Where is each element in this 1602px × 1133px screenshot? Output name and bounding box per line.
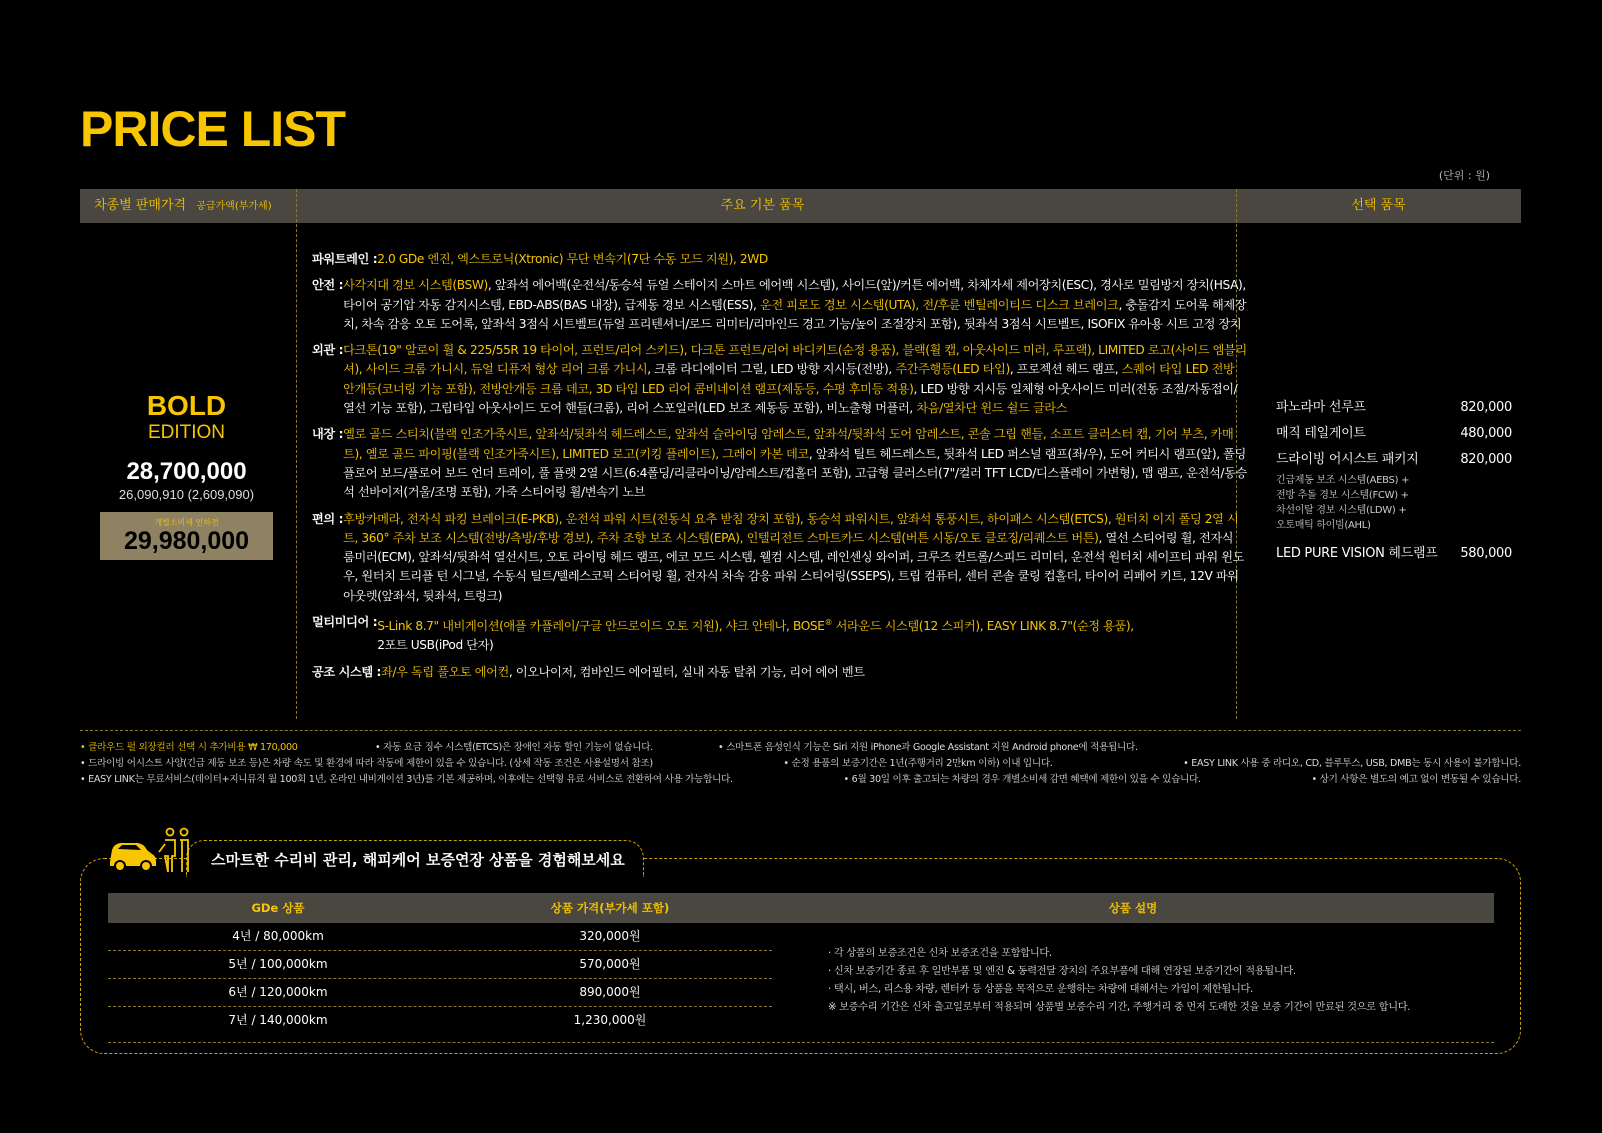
registered-mark: ® [824, 618, 833, 628]
feature-exterior [312, 341, 1247, 418]
option-price: 820,000 [1460, 452, 1512, 467]
feature-text: 운전 피로도 경보 시스템(UTA), 전/후륜 벤틸레이티드 디스크 브레이크 [759, 297, 1119, 312]
warranty-header-product: GDe 상품 [251, 901, 305, 915]
warranty-price: 320,000원 [579, 929, 641, 943]
feature-text: 차음/열차단 윈드 쉴드 글라스 [916, 401, 1067, 416]
feature-convenience [312, 510, 1247, 606]
warranty-title: 스마트한 수리비 관리, 해피케어 보증연장 상품을 경험해보세요 [211, 851, 625, 869]
feature-text: 서라운드 시스템(12 스피커), EASY LINK 8.7"(순정 용품), [832, 619, 1134, 634]
footnote: • EASY LINK 사용 중 라디오, CD, 블루투스, USB, DMB는 동시 사용이 불가합니다. [1183, 758, 1521, 769]
footnote: • EASY LINK는 무료서비스(데이터+지니뮤직 월 100회 1년, 온라인 내비게이션 3년)를 기본 제공하며, 이후에는 선택형 유료 서비스로 전환하여 사용 가능합니다. [80, 774, 733, 785]
feature-text: , 열선 스티어링 휠, 전자식 룸미러(ECM), 앞좌석/뒷좌석 열선시트, 오토 라이팅 헤드 램프, 에코 모드 시스템, 웰컴 시스템, 레인센싱 와이퍼, 크루즈 컨트롤/스피드 리미터, 운전석 원터치 세이프티 파워 윈도우, 원터치 트리플 턴 시그널, 수동식 틸트/텔레스코픽 스티어링 휠, 전자식 차속 감응 파워 스티어링(SSEPS), 트립 컴퓨터, 센터 콘솔 쿨링 컵홀더, 타이어 리페어 키트, 12V 파워 아웃렛(앞좌석, 뒷좌석, 트렁크) [343, 530, 1244, 603]
warranty-row [108, 979, 772, 1007]
feature-label: 안전 : [312, 278, 344, 293]
header-col-options: 선택 품목 [1351, 198, 1406, 213]
warranty-bottom-divider [108, 1042, 1494, 1043]
option-package-details [1276, 473, 1512, 533]
warranty-term: 7년 / 140,000km [228, 1013, 328, 1027]
feature-text: 좌/우 독립 풀오토 에어컨 [381, 664, 509, 679]
feature-text: 옐로 골드 스티치(블랙 인조가죽시트, 앞좌석/뒷좌석 헤드레스트, 앞좌석 슬라이딩 암레스트, 앞좌석/뒷좌석 도어 암레스트, 콘솔 그립 핸들, 소프트 클러스터 캡, 기어 부츠, 카매트), 옐로 골드 파이핑(블랙 인조가죽시트), LIMITED 로고(키킹 플레이트), 그레이 카본 데코 [343, 427, 1234, 461]
feature-text: 주간주행등(LED 타입) [895, 362, 1010, 377]
option-list [1276, 395, 1512, 567]
feature-text: 다크톤(19" 알로이 휠 & 225/55R 19 타이어, 프런트/리어 스키드), 다크톤 프런트/리어 바디키트(순정 용품), 블랙(휠 캡, 아웃사이드 미러, 루프랙), LIMITED 로고(사이드 엠블리셔), 사이드 크롬 가니시, 듀얼 디퓨저 형상 리어 크롬 가니시 [343, 343, 1247, 377]
warranty-term: 4년 / 80,000km [232, 929, 324, 943]
feature-label: 공조 시스템 : [312, 664, 382, 679]
warranty-row [108, 923, 772, 951]
page-title: PRICE LIST [80, 101, 346, 157]
option-item [1276, 421, 1512, 447]
footnote: • 스마트폰 음성인식 기능은 Siri 지원 iPhone과 Google Assistant 지원 Android phone에 적용됩니다. [718, 742, 1138, 753]
feature-text: S-Link 8.7" 내비게이션(애플 카플레이/구글 안드로이드 오토 지원), 샤크 안테나, BOSE [377, 619, 825, 634]
pre-tax-cut-price: 29,980,000 [123, 527, 250, 555]
warranty-price: 1,230,000원 [573, 1013, 647, 1027]
feature-safety [312, 276, 1247, 334]
option-detail: 긴급제동 보조 시스템(AEBS) + [1276, 475, 1410, 486]
feature-text: , 크롬 라디에이터 그릴, LED 방향 지시등(전방), [647, 362, 896, 377]
warranty-term: 6년 / 120,000km [228, 985, 328, 999]
warranty-table-header [108, 893, 1494, 923]
header-col-standard: 주요 기본 품목 [720, 198, 805, 213]
option-item [1276, 541, 1512, 567]
feature-label: 편의 : [312, 511, 344, 526]
warranty-description [828, 945, 1498, 1017]
header-col-price [94, 189, 272, 223]
option-name: 드라이빙 어시스트 패키지 [1276, 452, 1419, 467]
option-name: 파노라마 선루프 [1276, 400, 1366, 415]
feature-text: , 앞좌석 틸트 헤드레스트, 뒷좌석 LED 퍼스널 램프(좌/우), 도어 커티시 램프(앞), 폴딩 플로어 보드/플로어 보드 언더 트레이, 풀 플랫 2열 시트(6:4폴딩/리클라이닝/암레스트/컵홀더 포함), 고급형 클러스터(7"/컬러 TFT LCD/디스플레이 가변형), 맵 램프, 운전석/동승석 선바이저(거울/조명 포함), 가죽 스티어링 휠/변속기 노브 [343, 446, 1247, 500]
feature-aircon [312, 663, 1247, 682]
footnote: • 자동 요금 징수 시스템(ETCS)은 장애인 자동 할인 기능이 없습니다. [375, 742, 653, 753]
feature-powertrain [312, 250, 1247, 269]
feature-text: 사각지대 경보 시스템(BSW) [343, 278, 488, 293]
warranty-desc-line: ※ 보증수리 기간은 신차 출고일로부터 적용되며 상품별 보증수리 기간, 주행거리 중 먼저 도래한 것을 보증 기간이 만료된 것으로 합니다. [828, 1002, 1411, 1013]
warranty-price: 890,000원 [579, 985, 641, 999]
feature-label: 외관 : [312, 343, 344, 358]
unit-label: (단위 : 원) [1438, 169, 1490, 182]
feature-text: 2.0 GDe 엔진, 엑스트로닉(Xtronic) 무단 변속기(7단 수동 모드 지원), 2WD [377, 252, 768, 266]
standard-features [312, 250, 1247, 689]
option-price: 480,000 [1460, 426, 1512, 441]
feature-label: 멀티미디어 : [312, 615, 378, 630]
footnote: • 순정 용품의 보증기간은 1년(주행거리 2만km 이하) 이내 입니다. [783, 758, 1053, 769]
feature-text: , 앞좌석 에어백(운전석/동승석 듀얼 스테이지 스마트 에어백 시스템), 사이드(앞)/커튼 에어백, 차체자세 제어장치(ESC), 경사로 밀림방지 장치(HSA), 타이어 공기압 자동 감지시스템, EBD-ABS(BAS 내장), 급제동 경보 시스템(ESS), [343, 278, 1246, 312]
warranty-header-price: 상품 가격(부가세 포함) [550, 901, 670, 915]
edition-subname: EDITION [147, 422, 226, 443]
option-detail: 전방 추돌 경보 시스템(FCW) + [1276, 490, 1409, 501]
notes-divider [80, 730, 1521, 731]
option-item [1276, 447, 1512, 473]
option-name: LED PURE VISION 헤드램프 [1276, 546, 1438, 561]
footnote: • 6월 30일 이후 출고되는 차량의 경우 개별소비세 감면 혜택에 제한이 있을 수 있습니다. [843, 774, 1201, 785]
option-item [1276, 395, 1512, 421]
feature-text: , 이오나이저, 컴바인드 에어필터, 실내 자동 탈취 기능, 리어 에어 벤트 [508, 664, 865, 679]
warranty-header-description: 상품 설명 [1108, 901, 1158, 915]
column-divider [296, 189, 297, 719]
warranty-row [108, 1007, 772, 1034]
feature-interior [312, 425, 1247, 502]
feature-label: 내장 : [312, 427, 344, 442]
edition-name: BOLD [146, 390, 227, 421]
option-name: 매직 테일게이트 [1276, 426, 1366, 441]
header-price-label: 차종별 판매가격 [94, 198, 187, 213]
footnote: • 상기 사항은 별도의 예고 없이 변동될 수 있습니다. [1311, 774, 1521, 785]
warranty-desc-line: · 신차 보증기간 종료 후 일반부품 및 엔진 & 동력전달 장치의 주요부품에 대해 연장된 보증기간이 적용됩니다. [828, 966, 1296, 977]
footnote: • 드라이빙 어시스트 사양(긴급 제동 보조 등)은 차량 속도 및 환경에 따라 작동에 제한이 있을 수 있습니다. (상세 작동 조건은 사용설명서 참조) [80, 758, 653, 769]
footnote: • 클라우드 펄 외장컬러 선택 시 추가비용 ₩ 170,000 [80, 742, 298, 753]
warranty-desc-line: · 각 상품의 보증조건은 신차 보증조건을 포함합니다. [828, 948, 1052, 959]
warranty-row [108, 951, 772, 979]
footnote-row [80, 772, 1521, 788]
feature-text: , 프로젝션 헤드 램프, [1009, 362, 1122, 377]
warranty-desc-line: · 택시, 버스, 리스용 차량, 렌터카 등 상품을 목적으로 운행하는 차량에 대해서는 가입이 제한됩니다. [828, 984, 1253, 995]
feature-multimedia [312, 613, 1247, 656]
edition-supply-price: 26,090,910 (2,609,090) [118, 487, 255, 502]
edition-price-block [80, 390, 293, 560]
edition-price: 28,700,000 [126, 458, 247, 485]
pre-tax-cut-label: 개별소비세 인하전 [154, 518, 219, 527]
feature-text: , LED 방향 지시등 일체형 아웃사이드 미러(전동 조절/자동접이/열선 기능 포함), 그립타입 아웃사이드 도어 핸들(크롬), 리어 스포일러(LED 보조 제동등 포함), 비노출형 머플러, [343, 381, 1238, 416]
option-detail: 오토매틱 하이빔(AHL) [1276, 520, 1371, 531]
option-price: 580,000 [1460, 546, 1512, 561]
option-detail: 차선이탈 경보 시스템(LDW) + [1276, 505, 1407, 516]
option-price: 820,000 [1460, 400, 1512, 415]
feature-text: 스퀘어 타입 LED 전방 안개등(코너링 기능 포함), 전방안개등 크롬 데코, 3D 타입 LED 리어 콤비네이션 램프(제동등, 수평 후미등 적용) [343, 362, 1235, 396]
footnote-row [80, 740, 1521, 756]
warranty-term: 5년 / 100,000km [228, 957, 328, 971]
feature-text: 2포트 USB(iPod 단자) [377, 638, 494, 653]
footnotes [80, 740, 1521, 788]
feature-label: 파워트레인 : [312, 252, 378, 266]
warranty-price: 570,000원 [579, 957, 641, 971]
header-price-sub: 공급가액(부가세) [196, 201, 272, 212]
car-mechanic-icon [104, 826, 196, 874]
warranty-title-tab [186, 840, 644, 877]
feature-text: 후방카메라, 전자식 파킹 브레이크(E-PKB), 운전석 파워 시트(전동식 요추 받침 장치 포함), 동승석 파워시트, 앞좌석 통풍시트, 하이패스 시스템(ETCS), 원터치 이지 폴딩 2열 시트, 360° 주차 보조 시스템(전방/측방/후방 경보), 주차 조향 보조 시스템(EPA), 인텔리전트 스마트카드 시스템(버튼 시동/오토 클로징/리퀘스트 버튼) [343, 511, 1239, 545]
feature-text: , 충돌감지 도어록 해제장치, 차속 감응 오토 도어록, 앞좌석 3점식 시트벨트(듀얼 프리텐셔너/로드 리미터/리마인드 경고 기능/높이 조절장치 포함), 뒷좌석 3점식 시트벨트, ISOFIX 유아용 시트 고정 장치 [343, 297, 1247, 331]
footnote-row [80, 756, 1521, 772]
pre-tax-cut-price-box [100, 512, 273, 560]
